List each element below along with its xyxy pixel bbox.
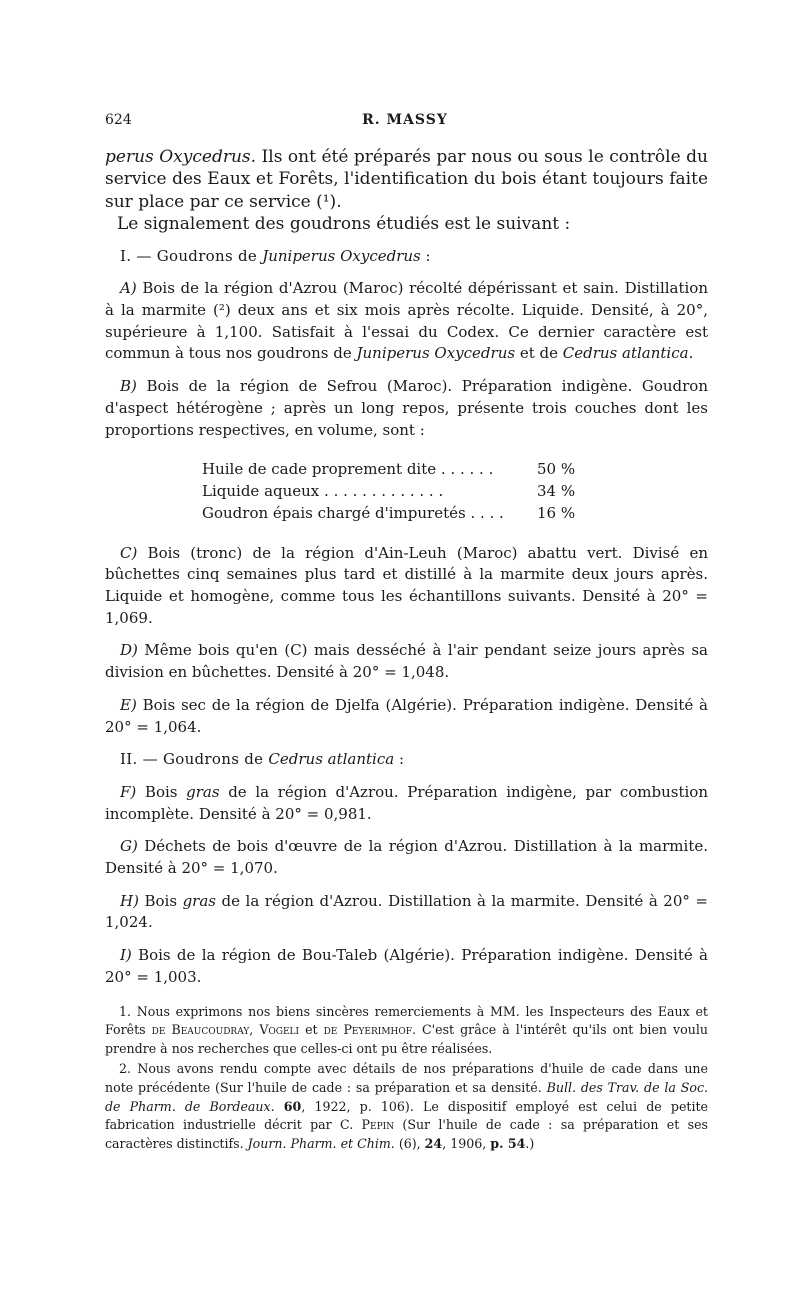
item-text: Bois de la région de Sefrou (Maroc). Préparation indigène. Goudron d'aspect hétérogène ; après un long repos, présente trois couches dont les proportions respectives, en volume, sont : bbox=[105, 377, 708, 439]
footnote-text: , 1906, bbox=[442, 1135, 491, 1151]
page-number: 624 bbox=[105, 112, 132, 128]
page-header bbox=[105, 112, 705, 132]
item-h bbox=[105, 891, 708, 934]
composition-value: 16 % bbox=[537, 503, 576, 522]
composition-label: Liquide aqueux . . . . . . . . . . . . . bbox=[202, 482, 444, 501]
item-d bbox=[105, 640, 708, 683]
person-name: Pepin bbox=[361, 1117, 395, 1133]
section-title-end: : bbox=[394, 750, 405, 769]
section-title-text: II. — Goudrons de bbox=[120, 750, 269, 769]
item-text: Bois (tronc) de la région d'Ain-Leuh (Maroc) abattu vert. Divisé en bûchettes cinq semaines plus tard et distillé à la marmite deux jours après. Liquide et homogène, comme tous les échantillons suivants. Densité à 20° = 1,069. bbox=[105, 543, 708, 627]
item-label: I) bbox=[120, 946, 132, 965]
item-label: C) bbox=[120, 543, 138, 562]
footnote-text: . bbox=[270, 1098, 284, 1114]
species-name: perus Oxycedrus. bbox=[105, 147, 257, 167]
footnote-text: 1. Nous exprimons nos biens sincères remerciements à MM. les Inspecteurs des Eaux et Forêts bbox=[105, 1003, 708, 1038]
footnote-1 bbox=[105, 1003, 708, 1059]
item-species-1: Juniperus Oxycedrus bbox=[356, 344, 516, 363]
item-italic: gras bbox=[182, 891, 216, 910]
item-label: B) bbox=[120, 377, 137, 396]
item-text-2: et de bbox=[515, 344, 563, 363]
footnotes bbox=[105, 1003, 708, 1154]
item-text: Déchets de bois d'œuvre de la région d'Azrou. Distillation à la marmite. Densité à 20° = 1,070. bbox=[105, 837, 708, 878]
footnote-text: et bbox=[299, 1022, 324, 1038]
intro-text-1: Ils ont été préparés par nous ou sous le contrôle du service des Eaux et Forêts, l'identification du bois étant toujours faite sur place par ce service (¹). bbox=[105, 147, 708, 212]
footnote-text: (6), bbox=[394, 1135, 425, 1151]
item-f bbox=[105, 782, 708, 825]
composition-value: 50 % bbox=[537, 460, 576, 479]
footnote-text: . C'est grâce à l'intérêt qu'ils ont bien voulu prendre à nos recherches que celles-ci ont pu être réalisées. bbox=[105, 1022, 708, 1056]
section-title-species: Juniperus Oxycedrus bbox=[262, 246, 421, 265]
item-italic: gras bbox=[186, 782, 220, 801]
item-text-2: de la région d'Azrou. Distillation à la marmite. Densité à 20° = 1,024. bbox=[105, 891, 709, 932]
item-c bbox=[105, 543, 708, 630]
section-heading-1 bbox=[105, 246, 708, 268]
composition-row bbox=[202, 503, 642, 525]
person-name: de Peyerimhof bbox=[323, 1022, 413, 1038]
composition-label: Goudron épais chargé d'impuretés . . . . bbox=[202, 503, 504, 522]
footnote-text: .) bbox=[525, 1135, 535, 1151]
item-text: Bois bbox=[136, 782, 187, 801]
composition-value: 34 % bbox=[537, 482, 576, 501]
section-title-species: Cedrus atlantica bbox=[268, 750, 395, 769]
item-b bbox=[105, 376, 708, 441]
footnote-text: (Sur l'huile de cade : sa préparation et ses caractères distinctifs. bbox=[105, 1117, 708, 1151]
person-name: de Beaucoudray bbox=[151, 1022, 250, 1038]
item-text-2: de la région d'Azrou. Préparation indigène, par combustion incomplète. Densité à 20° = 0,981. bbox=[105, 782, 708, 823]
composition-table bbox=[202, 459, 642, 524]
item-e bbox=[105, 695, 708, 738]
item-label: F) bbox=[120, 782, 137, 801]
item-text: Bois sec de la région de Djelfa (Algérie). Préparation indigène. Densité à 20° = 1,064. bbox=[105, 695, 708, 736]
item-i bbox=[105, 945, 708, 988]
body-text bbox=[105, 146, 708, 1153]
item-label: A) bbox=[120, 279, 137, 298]
item-label: D) bbox=[120, 641, 138, 660]
section-title-text: I. — Goudrons de bbox=[120, 246, 263, 265]
composition-label: Huile de cade proprement dite . . . . . . bbox=[202, 460, 494, 479]
item-g bbox=[105, 836, 708, 879]
running-head: R. MASSY bbox=[362, 112, 448, 128]
intro-paragraph-1 bbox=[105, 146, 708, 213]
journal-title: Journ. Pharm. et Chim. bbox=[247, 1135, 395, 1151]
item-text-3: . bbox=[688, 344, 694, 363]
volume-number: 60 bbox=[283, 1098, 302, 1114]
item-text: Même bois qu'en (C) mais desséché à l'air pendant seize jours après sa division en bûchettes. Densité à 20° = 1,048. bbox=[105, 641, 708, 682]
section-title-end: : bbox=[420, 246, 431, 265]
footnote-text: 2. Nous avons rendu compte avec détails de nos préparations d'huile de cade dans une note précédente (Sur l'huile de cade : sa préparation et sa densité. bbox=[105, 1061, 708, 1095]
item-text: Bois de la région d'Azrou (Maroc) récolté dépérissant et sain. Distillation à la marmite (²) deux ans et six mois après récolte. Liquide. Densité, à 20°, supérieure à 1,100. Satisfait à l'essai du Codex. Ce dernier caractère est commun à tous nos goudrons de bbox=[105, 279, 708, 363]
item-a bbox=[105, 278, 708, 365]
footnote-text: , 1922, p. 106). Le dispositif employé est celui de petite fabrication industrielle décrit par C. bbox=[105, 1098, 708, 1133]
page-reference: p. 54 bbox=[490, 1135, 526, 1151]
item-text: Bois de la région de Bou-Taleb (Algérie). Préparation indigène. Densité à 20° = 1,003. bbox=[105, 946, 708, 986]
item-label: E) bbox=[120, 695, 137, 714]
footnote-text: , bbox=[249, 1022, 260, 1038]
composition-row bbox=[202, 481, 642, 503]
item-text: Bois bbox=[138, 891, 183, 910]
section-heading-2 bbox=[105, 749, 708, 771]
composition-row bbox=[202, 459, 642, 481]
intro-paragraph-2: Le signalement des goudrons étudiés est le suivant : bbox=[117, 214, 571, 235]
item-label: H) bbox=[120, 891, 139, 910]
person-name: Vogeli bbox=[259, 1022, 300, 1038]
item-label: G) bbox=[120, 837, 138, 856]
journal-title: Bull. des Trav. de la Soc. de Pharm. de Bordeaux bbox=[105, 1079, 708, 1114]
volume-number: 24 bbox=[424, 1135, 443, 1151]
item-species-2: Cedrus atlantica bbox=[562, 344, 689, 363]
footnote-2 bbox=[105, 1060, 708, 1153]
